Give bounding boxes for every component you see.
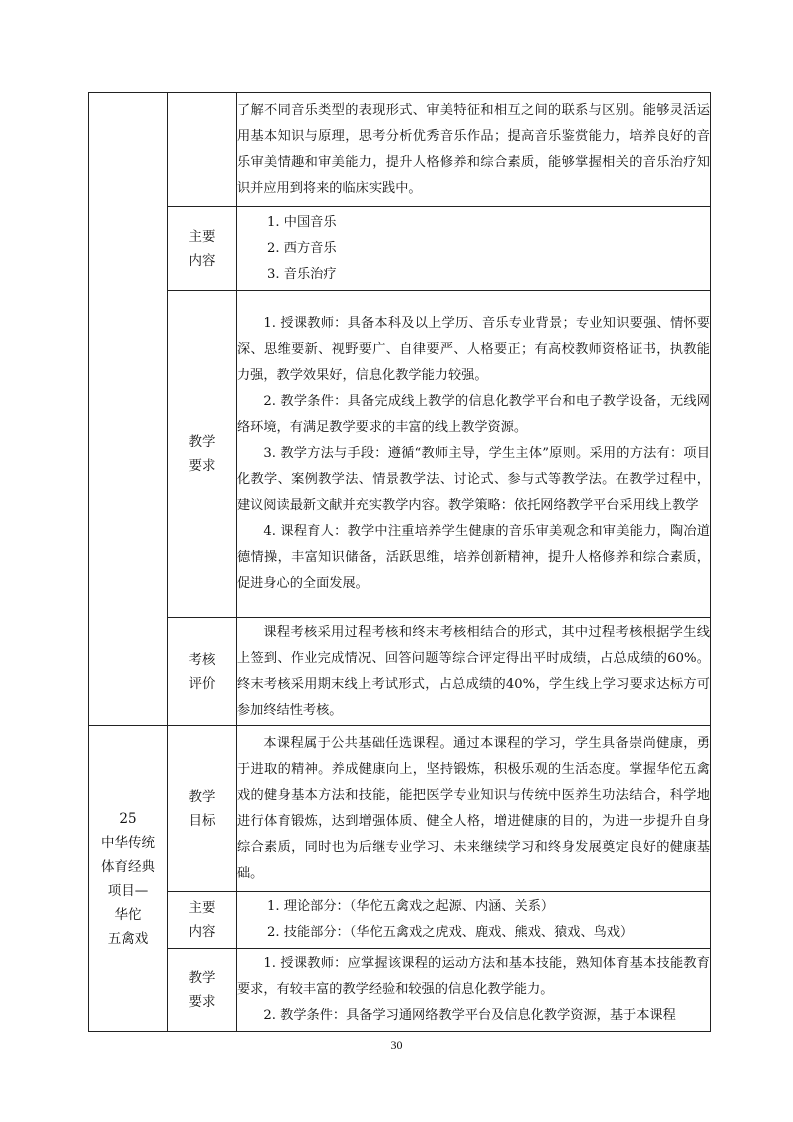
table-row bbox=[89, 949, 711, 1032]
table-row bbox=[89, 93, 711, 207]
table-row bbox=[89, 291, 711, 618]
req-item: 2. 教学条件：具备学习通网络教学平台及信息化教学资源，基于本课程 bbox=[263, 1008, 676, 1023]
content-label-line: 主要 bbox=[188, 900, 216, 916]
course-number: 25 bbox=[119, 810, 137, 827]
course-name-line: 项目— bbox=[107, 882, 149, 899]
content-item: 3. 音乐治疗 bbox=[267, 266, 337, 282]
goal-label-cell bbox=[168, 93, 237, 207]
table-row bbox=[89, 618, 711, 726]
course-name-line: 中华传统 bbox=[101, 834, 155, 851]
goal-label-cell bbox=[168, 726, 237, 892]
req-label-line: 要求 bbox=[188, 994, 216, 1010]
eval-label-line: 考核 bbox=[188, 651, 216, 668]
eval-text: 课程考核采用过程考核和终末考核相结合的形式，其中过程考核根据学生线上签到、作业完成情况、回答问题等综合评定得出平时成绩，占总成绩的60%。终末考核采用期末线上考试形式，占总成绩的40%，学生线上学习要求达标方可参加终结性考核。 bbox=[237, 624, 710, 718]
req-item: 1. 授课教师：具备本科及以上学历、音乐专业背景；专业知识要强、情怀要深、思维要新、视野要广、自律要严、人格要正；有高校教师资格证书，执教能力强，教学效果好，信息化教学能力较强。 bbox=[237, 316, 710, 383]
content-label-line: 内容 bbox=[188, 924, 216, 940]
content-label-cell bbox=[168, 207, 237, 291]
goal-text: 本课程属于公共基础任选课程。通过本课程的学习，学生具备崇尚健康，勇于进取的精神。养成健康向上，坚持锻炼，积极乐观的生活态度。掌握华佗五禽戏的健身基本方法和技能，能把医学专业知识与传统中医养生功法结合，科学地进行体育锻炼，达到增强体质、健全人格，增进健康的目的，为进一步提升自身综合素质，同时也为后继专业学习、未来继续学习和终身发展奠定良好的健康基础。 bbox=[237, 735, 710, 881]
content-items-cell bbox=[237, 207, 711, 291]
content-label-line: 主要 bbox=[188, 228, 216, 245]
table-row bbox=[89, 207, 711, 291]
content-label-cell bbox=[168, 892, 237, 949]
table-row bbox=[89, 726, 711, 892]
page-number: 30 bbox=[390, 1038, 403, 1052]
content-item: 2. 技能部分：（华佗五禽戏之虎戏、鹿戏、熊戏、猿戏、鸟戏） bbox=[267, 925, 634, 940]
content-label-line: 内容 bbox=[188, 252, 216, 269]
req-label-line: 要求 bbox=[188, 458, 216, 474]
goal-content-cell bbox=[237, 93, 711, 207]
course-name-line: 五禽戏 bbox=[107, 930, 149, 947]
course-name-cell bbox=[89, 93, 168, 726]
content-item: 2. 西方音乐 bbox=[267, 240, 337, 256]
req-item: 2. 教学条件：具备完成线上教学的信息化教学平台和电子教学设备，无线网络环境，有满足教学要求的丰富的线上教学资源。 bbox=[237, 394, 710, 435]
content-item: 1. 理论部分：（华佗五禽戏之起源、内涵、关系） bbox=[267, 899, 555, 914]
req-item: 3. 教学方法与手段：遵循“教师主导，学生主体”原则。采用的方法有：项目化教学、案例教学法、情景教学法、讨论式、参与式等教学法。在教学过程中，建议阅读最新文献并充实教学内容。教学策略：依托网络教学平台采用线上教学 bbox=[237, 446, 710, 513]
req-label-cell bbox=[168, 949, 237, 1032]
content-items-cell bbox=[237, 892, 711, 949]
course-name-cell bbox=[89, 726, 168, 1032]
req-item: 4. 课程育人：教学中注重培养学生健康的音乐审美观念和审美能力，陶冶道德情操，丰富知识储备，活跃思维，培养创新精神，提升人格修养和综合素质，促进身心的全面发展。 bbox=[237, 524, 710, 591]
content-item: 1. 中国音乐 bbox=[267, 214, 337, 230]
eval-label-cell bbox=[168, 618, 237, 726]
course-name-line: 华佗 bbox=[114, 906, 142, 923]
table-row bbox=[89, 892, 711, 949]
eval-label-line: 评价 bbox=[188, 675, 216, 692]
goal-label-line: 教学 bbox=[188, 788, 216, 805]
goal-content-cell bbox=[237, 726, 711, 892]
goal-text: 了解不同音乐类型的表现形式、审美特征和相互之间的联系与区别。能够灵活运用基本知识与原理，思考分析优秀音乐作品；提高音乐鉴赏能力，培养良好的音乐审美情趣和审美能力，提升人格修养和综合素质，能够掌握相关的音乐治疗知识并应用到将来的临床实践中。 bbox=[237, 102, 710, 196]
syllabus-table bbox=[88, 92, 711, 1032]
req-items-cell bbox=[237, 291, 711, 618]
req-label-line: 教学 bbox=[188, 970, 216, 986]
req-label-cell bbox=[168, 291, 237, 618]
req-items-cell bbox=[237, 949, 711, 1032]
eval-text-cell bbox=[237, 618, 711, 726]
req-item: 1. 授课教师：应掌握该课程的运动方法和基本技能，熟知体育基本技能教育要求，有较丰富的教学经验和较强的信息化教学能力。 bbox=[237, 956, 710, 997]
req-label-line: 教学 bbox=[188, 434, 216, 450]
goal-label-line: 目标 bbox=[188, 812, 216, 829]
course-name-line: 体育经典 bbox=[101, 858, 155, 875]
